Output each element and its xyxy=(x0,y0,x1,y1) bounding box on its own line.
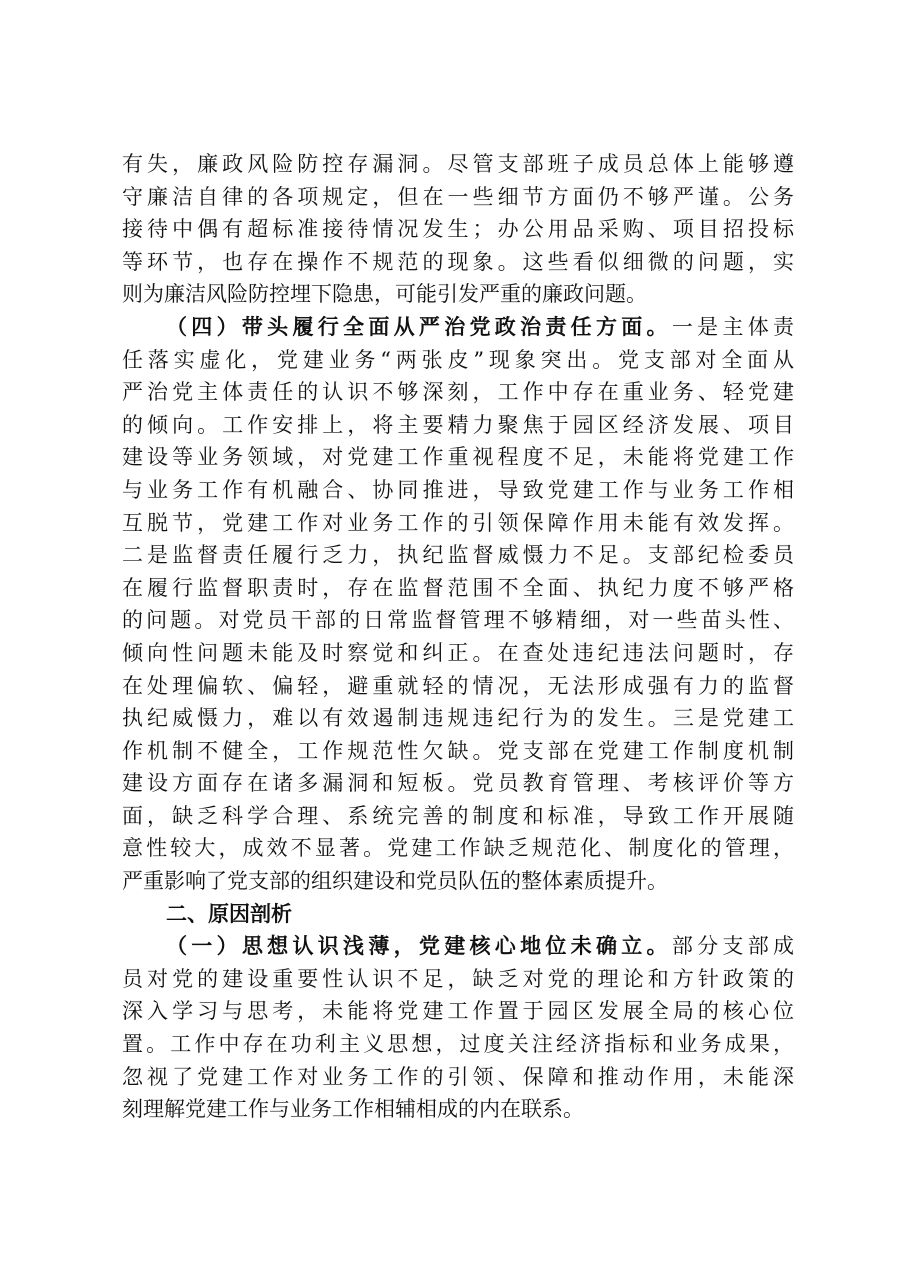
paragraph-text: 一是主体责 xyxy=(671,314,795,339)
paragraph-line: 二是监督责任履行乏力，执纪监督威慑力不足。支部纪检委员 xyxy=(122,543,794,568)
paragraph-line: 任落实虚化，党建业务“两张皮”现象突出。党支部对全面从 xyxy=(122,347,794,372)
paragraph-line: 则为廉洁风险防控埋下隐患，可能引发严重的廉政问题。 xyxy=(122,282,647,307)
paragraph-line: 意性较大，成效不显著。党建工作缺乏规范化、制度化的管理， xyxy=(122,836,794,861)
paragraph-line: 忽视了党建工作对业务工作的引领、保障和推动作用，未能深 xyxy=(122,1064,794,1089)
paragraph-line: 深入学习与思考，未能将党建工作置于园区发展全局的核心位 xyxy=(122,999,794,1024)
subsection-heading: （一）思想认识浅薄，党建核心地位未确立。 xyxy=(166,934,672,959)
paragraph-line: 执纪威慑力，难以有效遏制违规违纪行为的发生。三是党建工 xyxy=(122,706,794,731)
paragraph-first-line xyxy=(122,311,794,344)
paragraph-line: 置。工作中存在功利主义思想，过度关注经济指标和业务成果， xyxy=(122,1032,794,1057)
paragraph-line: 等环节，也存在操作不规范的现象。这些看似细微的问题，实 xyxy=(122,249,794,274)
paragraph-line: 面，缺乏科学合理、系统完善的制度和标准，导致工作开展随 xyxy=(122,803,794,828)
paragraph-line: 严治党主体责任的认识不够深刻，工作中存在重业务、轻党建 xyxy=(122,380,794,405)
paragraph-line: 建设方面存在诸多漏洞和短板。党员教育管理、考核评价等方 xyxy=(122,771,794,796)
paragraph-text: 部分支部成 xyxy=(671,934,795,959)
subsection-heading: （四）带头履行全面从严治党政治责任方面。 xyxy=(166,314,672,339)
paragraph-line: 刻理解党建工作与业务工作相辅相成的内在联系。 xyxy=(122,1097,584,1122)
paragraph-line: 在履行监督职责时，存在监督范围不全面、执纪力度不够严格 xyxy=(122,575,794,600)
paragraph-line: 与业务工作有机融合、协同推进，导致党建工作与业务工作相 xyxy=(122,477,794,502)
paragraph-line: 守廉洁自律的各项规定，但在一些细节方面仍不够严谨。公务 xyxy=(122,184,794,209)
paragraph-line: 有失，廉政风险防控存漏洞。尽管支部班子成员总体上能够遵 xyxy=(122,152,794,176)
paragraph-line: 倾向性问题未能及时察觉和纠正。在查处违纪违法问题时，存 xyxy=(122,640,794,665)
paragraph-line: 的问题。对党员干部的日常监督管理不够精细，对一些苗头性、 xyxy=(122,608,794,633)
paragraph-line: 员对党的建设重要性认识不足，缺乏对党的理论和方针政策的 xyxy=(122,966,794,991)
paragraph-line: 的倾向。工作安排上，将主要精力聚焦于园区经济发展、项目 xyxy=(122,412,794,437)
paragraph-line: 作机制不健全，工作规范性欠缺。党支部在党建工作制度机制 xyxy=(122,738,794,763)
paragraph-line: 在处理偏软、偏轻，避重就轻的情况，无法形成强有力的监督 xyxy=(122,673,794,698)
section-heading: 二、原因剖析 xyxy=(166,901,292,926)
paragraph-first-line xyxy=(122,930,794,963)
paragraph-line: 接待中偶有超标准接待情况发生；办公用品采购、项目招投标 xyxy=(122,217,794,242)
paragraph-line: 严重影响了党支部的组织建设和党员队伍的整体素质提升。 xyxy=(122,869,668,894)
paragraph-line: 建设等业务领域，对党建工作重视程度不足，未能将党建工作 xyxy=(122,445,794,470)
document-body xyxy=(122,148,794,1126)
paragraph-line: 互脱节，党建工作对业务工作的引领保障作用未能有效发挥。 xyxy=(122,510,794,535)
